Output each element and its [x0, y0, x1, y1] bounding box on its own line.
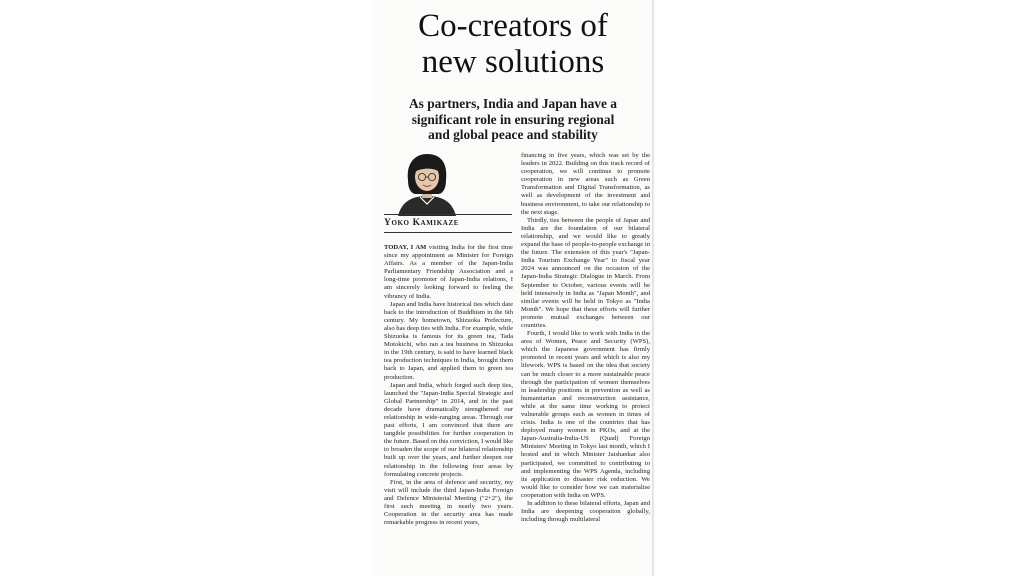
headline-line-1: Co-creators of — [418, 8, 608, 44]
paragraph-lead: TODAY, I AM — [384, 244, 427, 251]
paragraph: Thirdly, ties between the people of Japan and India are the foundation of our bilateral relationship, and we would like to greatly expand the base of people-to-people exchange in the future. The extension of this year's "Japan-India Tourism Exchange Year" to fiscal year 2024 was announced on the occasion of the Japan-India Strategic Dialogue in March. From September to October, various events will be held intensively in India as "Japan Month", and similar events will be held in Tokyo as "India Month". We hope that these efforts will further promote mutual exchanges between our countries. — [521, 216, 650, 329]
newspaper-page — [372, 0, 654, 576]
paragraph: First, in the area of defence and security, my visit will include the third Japan-India Foreign and Defence Ministerial Meeting ("2+2"), the first such meeting in nearly two years. Cooperation in the security area has made remarkable progress in recent years, — [384, 478, 513, 527]
article-column-right — [521, 152, 650, 576]
paragraph: financing in five years, which was set by the leaders in 2022. Building on this track record of cooperation, we will continue to promote cooperation in new areas such as Green Transformation and Digital Transformation, as well as development of the investment and business environment, to take our relationship to the next stage. — [521, 152, 650, 216]
byline-rule-bottom — [384, 232, 512, 233]
byline-rule-top — [384, 214, 512, 215]
subheadline-line-1: As partners, India and Japan have a — [409, 96, 617, 111]
paragraph: Japan and India, which forged such deep ties, launched the "Japan-India Special Strategic and Global Partnership" in 2014, and in the past decade have dramatically strengthened our relationship in wide-ranging areas. Through our past efforts, I am convinced that there are tangible possibilities for further cooperation in the future. Based on this conviction, I would like to broaden the scope of our bilateral relationship built up over the years, and further deepen our relationship in the following four areas by formulating concrete projects. — [384, 381, 513, 478]
author-byline: Yoko Kamikaze — [384, 218, 459, 228]
paragraph — [384, 244, 513, 301]
paragraph: In addition to these bilateral efforts, Japan and India are deepening cooperation globally, including through multilateral — [521, 500, 650, 524]
author-portrait — [394, 150, 460, 216]
subheadline — [390, 96, 636, 143]
headline — [372, 8, 654, 80]
page-edge-shadow — [652, 0, 655, 576]
paragraph-text: visiting India for the first time since my appointment as Minister for Foreign Affairs. As a member of the Japan-India Parliamentary Friendship Association and a long-time promoter of Japan-India relations, I am sincerely looking forward to feeling the vibrancy of India. — [384, 244, 513, 300]
subheadline-line-3: and global peace and stability — [428, 127, 598, 142]
paragraph: Fourth, I would like to work with India in the area of Women, Peace and Security (WPS), which the Japanese government has firmly promoted in recent years and which is also my lifework. WPS is based on the idea that society can be much closer to a more sustainable peace through the participation of women themselves in leadership positions in prevention as well as humanitarian and reconstruction assistance, while at the same time working to protect vulnerable groups such as women in times of crisis. India is one of the countries that has deployed many women in PKOs, and at the Japan-Australia-India-US (Quad) Foreign Ministers' Meeting in Tokyo last month, which I hosted and in which Minister Jaishankar also participated, we committed to contributing to and implementing the WPS Agenda, including its application to disaster risk reduction. We would like to consider how we can materialise cooperation with India on WPS. — [521, 330, 650, 499]
article-column-left — [384, 244, 513, 576]
headline-line-2: new solutions — [421, 44, 605, 80]
subheadline-line-2: significant role in ensuring regional — [411, 111, 615, 127]
paragraph: Japan and India have historical ties which date back to the introduction of Buddhism in the 6th century. My hometown, Shizuoka Prefecture, also has deep ties with India. For example, while Shizuoka is famous for its green tea, Tada Motokichi, who ran a tea business in Shizuoka in the 19th century, is said to have learned black tea production techniques in India, brought them back to Japan, and applied them to green tea production. — [384, 300, 513, 381]
